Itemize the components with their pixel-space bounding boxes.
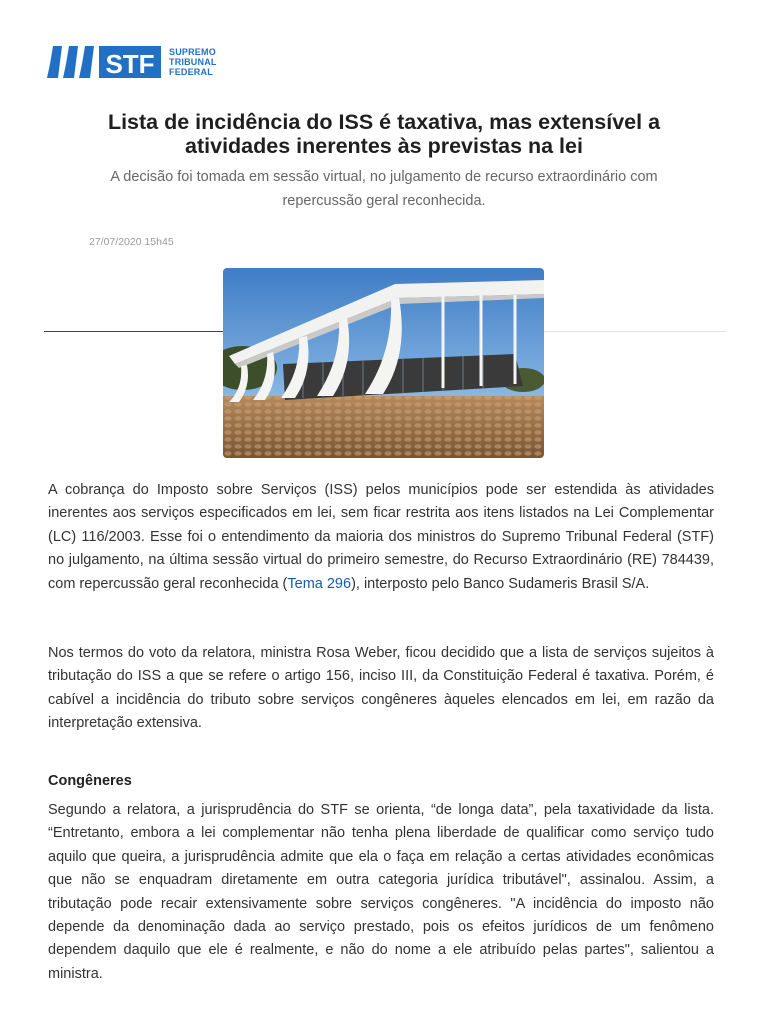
logo-line-2: TRIBUNAL xyxy=(169,57,217,67)
paragraph-1-text-start: A cobrança do Imposto sobre Serviços (ISS) pelos municípios pode ser estendida às atividades inerentes aos serviços especificados em lei, sem ficar restrita aos itens listados na Lei Complementar (LC) 116/2003. Esse foi o entendimento da maioria dos ministros do Supremo Tribunal Federal (STF) no julgamento, na última sessão virtual do primeiro semestre, do Recurso Extraordinário (RE) 784439, com repercussão geral reconhecida ( xyxy=(48,482,714,592)
logo-line-3: FEDERAL xyxy=(169,67,213,77)
logo-wordmark xyxy=(169,47,217,77)
paragraph-2: Nos termos do voto da relatora, ministra Rosa Weber, ficou decidido que a lista de serviços sujeitos à tributação do ISS a que se refere o artigo 156, inciso III, da Constituição Federal é taxativa. Porém, é cabível a incidência do tributo sobre serviços congêneres àqueles elencados em lei, em razão da interpretação extensiva. xyxy=(48,645,714,732)
article-photo xyxy=(223,268,544,458)
tema-296-link[interactable]: Tema 296 xyxy=(287,575,352,592)
article-subtitle: A decisão foi tomada em sessão virtual, no julgamento de recurso extraordinário com repercussão geral reconhecida. xyxy=(110,169,658,209)
paragraph-3: Segundo a relatora, a jurisprudência do STF se orienta, “de longa data”, pela taxatividade da lista. “Entretanto, embora a lei complementar não tenha plena liberdade de qualificar como serviço tudo aquilo que queira, a jurisprudência admite que ela o faça em relação a certas atividades econômicas que não se enquadram diretamente em outra categoria jurídica tributável", assinalou. Assim, a tributação pode recair extensivamente sobre serviços congêneres. "A incidência do imposto não depende da denominação dada ao serviço prestado, pois os efeitos jurídicos de um fenômeno dependem daquilo que ele é realmente, e não do nome a ele atribuído pelas partes", salientou a ministra. xyxy=(48,802,714,982)
section-heading-congeneres: Congêneres xyxy=(48,773,132,789)
logo-line-1: SUPREMO xyxy=(169,47,216,57)
article-title: Lista de incidência do ISS é taxativa, mas extensível a atividades inerentes às previstas na lei xyxy=(107,110,661,158)
logo-abbr: STF xyxy=(105,49,155,79)
stf-logo-mark xyxy=(47,44,165,80)
stf-logo[interactable] xyxy=(47,44,217,80)
paragraph-1 xyxy=(48,479,714,596)
paragraph-1-text-end: ), interposto pelo Banco Sudameris Brasil S/A. xyxy=(351,575,650,592)
publish-date: 27/07/2020 15h45 xyxy=(89,236,174,248)
